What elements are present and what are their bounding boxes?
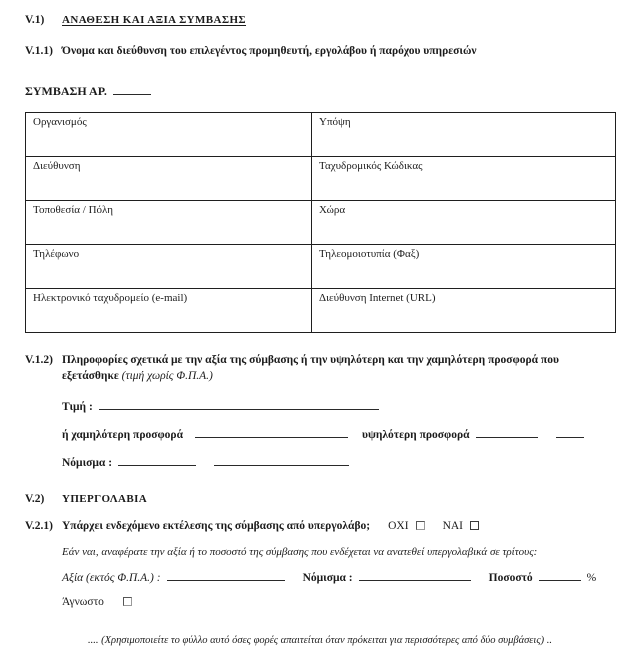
table-row (26, 112, 616, 156)
highest-offer-blank[interactable] (476, 426, 538, 438)
yes-checkbox[interactable] (470, 521, 479, 530)
field-attention[interactable] (312, 112, 616, 156)
highest-offer-blank-2[interactable] (556, 426, 584, 438)
table-row (26, 156, 616, 200)
offers-line (62, 426, 615, 441)
percent-sign: % (586, 572, 597, 585)
section-v11-heading (25, 43, 615, 60)
field-label: Διεύθυνση Internet (URL) (319, 291, 436, 304)
field-country[interactable] (312, 200, 616, 244)
subcontract-values-line (62, 569, 615, 584)
section-v2-heading (25, 493, 615, 505)
section-number: V.1) (25, 14, 45, 26)
contractor-address-table (25, 112, 616, 333)
section-v12-title-note: (τιμή χωρίς Φ.Π.Α.) (121, 370, 213, 383)
field-label: Υπόψη (319, 115, 351, 128)
field-postal-code[interactable] (312, 156, 616, 200)
subcontract-value-blank[interactable] (167, 569, 285, 581)
table-row (26, 200, 616, 244)
section-v1-heading (25, 14, 615, 26)
section-v11-title: Όνομα και διεύθυνση του επιλεγέντος προμηθευτή, εργολάβου ή παρόχου υπηρεσιών (62, 45, 477, 57)
subcontract-value-label: Αξία (εκτός Φ.Π.Α.) : (62, 572, 161, 585)
field-label: Τηλέφωνο (33, 247, 80, 260)
section-number: V.2) (25, 493, 45, 506)
currency-line (62, 454, 615, 469)
field-label: Ταχυδρομικός Κώδικας (319, 159, 423, 172)
contract-number-blank[interactable] (113, 83, 151, 95)
section-v12-heading (25, 352, 615, 385)
no-label: ΟΧΙ (388, 520, 409, 533)
section-number: V.1.2) (25, 353, 53, 366)
subcontract-question: Υπάρχει ενδεχόμενο εκτέλεσης της σύμβασης από υπεργολάβο; (62, 520, 371, 533)
table-row (26, 244, 616, 288)
price-blank[interactable] (99, 398, 379, 410)
unknown-checkbox[interactable] (123, 597, 132, 606)
field-label: Τοποθεσία / Πόλη (33, 203, 114, 216)
unknown-line (62, 596, 615, 608)
lowest-offer-label: ή χαμηλότερη προσφορά (62, 429, 183, 442)
field-address[interactable] (26, 156, 312, 200)
lowest-offer-blank[interactable] (195, 426, 348, 438)
field-label: Ηλεκτρονικό ταχυδρομείο (e-mail) (33, 291, 188, 304)
price-label: Τιμή : (62, 401, 93, 414)
section-number: V.2.1) (25, 520, 53, 533)
subcontract-currency-label: Νόμισμα : (302, 572, 353, 585)
no-checkbox[interactable] (416, 521, 425, 530)
field-telephone[interactable] (26, 244, 312, 288)
table-row (26, 288, 616, 332)
field-label: Χώρα (319, 203, 346, 216)
field-town[interactable] (26, 200, 312, 244)
field-label: Διεύθυνση (33, 159, 81, 172)
section-v12-title-text: Πληροφορίες σχετικά με την αξία της σύμβασης ή την υψηλότερη και την χαμηλότερη προσφορά που εξετάσθηκε (62, 353, 559, 383)
subcontract-currency-blank[interactable] (359, 569, 471, 581)
field-url[interactable] (312, 288, 616, 332)
contract-number-line (25, 83, 615, 99)
field-fax[interactable] (312, 244, 616, 288)
field-email[interactable] (26, 288, 312, 332)
percentage-label: Ποσοστό (488, 572, 533, 585)
yes-label: ΝΑΙ (442, 520, 464, 533)
currency-label: Νόμισμα : (62, 457, 113, 470)
highest-offer-label: υψηλότερη προσφορά (362, 429, 470, 442)
if-yes-note: Εάν ναι, αναφέρατε την αξία ή το ποσοστό της σύμβασης που ενδέχεται να ανατεθεί υπεργολαβικά σε τρίτους: (62, 545, 538, 558)
currency-blank[interactable] (118, 454, 196, 466)
section-v1-title: ΑΝΑΘΕΣΗ ΚΑΙ ΑΞΙΑ ΣΥΜΒΑΣΗΣ (62, 14, 247, 26)
price-line (62, 398, 615, 413)
currency-blank-2[interactable] (214, 454, 349, 466)
section-v21-heading (25, 518, 615, 535)
subcontract-question-line (62, 518, 479, 535)
section-v2-title: ΥΠΕΡΓΟΛΑΒΙΑ (62, 493, 148, 506)
footer-note: .... (Χρησιμοποιείτε το φύλλο αυτό όσες φορές απαιτείται όταν πρόκειται για περισσότερες από δύο συμβάσεις) .. (88, 635, 552, 647)
section-number: V.1.1) (25, 45, 53, 57)
field-label: Οργανισμός (33, 115, 87, 128)
contract-number-label: ΣΥΜΒΑΣΗ ΑΡ. (25, 83, 107, 98)
section-v12-title (62, 352, 615, 385)
percentage-blank[interactable] (539, 569, 581, 581)
field-organisation[interactable] (26, 112, 312, 156)
field-label: Τηλεομοιοτυπία (Φαξ) (319, 247, 420, 260)
unknown-label: Άγνωστο (62, 596, 104, 609)
